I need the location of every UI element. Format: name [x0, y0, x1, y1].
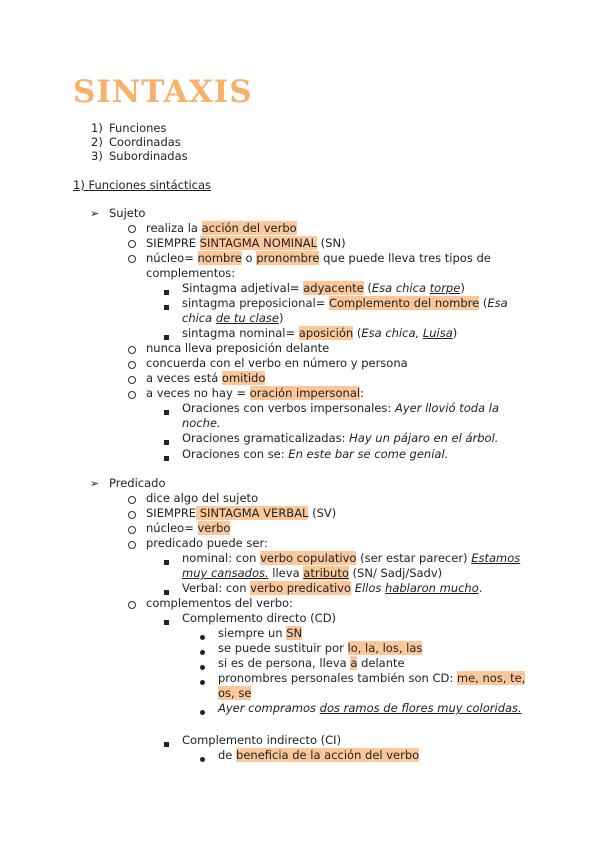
cd-line: se puede sustituir por lo, la, los, las: [218, 641, 423, 655]
square-bullet-icon: [164, 450, 169, 465]
dot-bullet-icon: [200, 674, 205, 689]
dot-bullet-icon: [200, 644, 205, 659]
cd-heading: Complemento directo (CD): [182, 611, 337, 625]
sujeto-line: a veces no hay = oración impersonal:: [146, 386, 364, 400]
predicado-subline: Verbal: con verbo predicativo Ellos hablaron mucho.: [182, 581, 483, 595]
square-bullet-icon: [164, 434, 169, 449]
arrow-bullet-icon: ➢: [90, 477, 100, 490]
index-item-3: Subordinadas: [109, 149, 188, 163]
index-num-3: 3): [91, 149, 103, 163]
index-num-1: 1): [91, 121, 103, 135]
sujeto-line: realiza la acción del verbo: [146, 221, 297, 235]
sujeto-line-cont: complementos:: [146, 266, 236, 280]
predicado-line: complementos del verbo:: [146, 596, 293, 610]
sujeto-line: núcleo= nombre o pronombre que puede lleva tres tipos de: [146, 251, 491, 265]
cd-line: pronombres personales también son CD: me, nos, te,: [218, 671, 526, 685]
predicado-subline: nominal: con verbo copulativo (ser estar parecer) Estamos: [182, 551, 521, 565]
square-bullet-icon: [164, 299, 169, 314]
cd-line: siempre un SN: [218, 626, 303, 640]
square-bullet-icon: [164, 736, 169, 751]
dot-bullet-icon: [200, 704, 205, 719]
ci-heading: Complemento indirecto (CI): [182, 733, 342, 747]
sujeto-subline-cont: noche.: [182, 416, 221, 430]
arrow-bullet-icon: ➢: [90, 207, 100, 220]
predicado-heading: Predicado: [109, 476, 166, 490]
predicado-line: núcleo= verbo: [146, 521, 231, 535]
square-bullet-icon: [164, 554, 169, 569]
cd-line: si es de persona, lleva a delante: [218, 656, 405, 670]
section-heading: 1) Funciones sintácticas: [73, 178, 212, 192]
square-bullet-icon: [164, 404, 169, 419]
sujeto-line: concuerda con el verbo en número y persona: [146, 356, 408, 370]
page-title: SINTAXIS: [73, 74, 253, 110]
predicado-line: SIEMPRE SINTAGMA VERBAL (SV): [146, 506, 337, 520]
ci-line: de beneficia de la acción del verbo: [218, 748, 420, 762]
dot-bullet-icon: [200, 659, 205, 674]
dot-bullet-icon: [200, 629, 205, 644]
circle-bullet-icon: [128, 237, 136, 252]
circle-bullet-icon: [128, 523, 136, 538]
cd-line: Ayer compramos dos ramos de flores muy coloridas.: [218, 701, 522, 715]
sujeto-subline: sintagma preposicional= Complemento del nombre (Esa: [182, 296, 508, 310]
index-item-1: Funciones: [109, 121, 167, 135]
circle-bullet-icon: [128, 538, 136, 553]
predicado-subline-cont: muy cansados. lleva atributo (SN/ Sadj/Sadv): [182, 566, 443, 580]
circle-bullet-icon: [128, 598, 136, 613]
circle-bullet-icon: [128, 252, 136, 267]
circle-bullet-icon: [128, 358, 136, 373]
dot-bullet-icon: [200, 751, 205, 766]
sujeto-subline: sintagma nominal= aposición (Esa chica, Luisa): [182, 326, 458, 340]
predicado-line: dice algo del sujeto: [146, 491, 259, 505]
sujeto-line: nunca lleva preposición delante: [146, 341, 330, 355]
circle-bullet-icon: [128, 373, 136, 388]
circle-bullet-icon: [128, 508, 136, 523]
sujeto-subline: Oraciones con se: En este bar se come genial.: [182, 447, 449, 461]
sujeto-heading: Sujeto: [109, 206, 146, 220]
sujeto-line: SIEMPRE SINTAGMA NOMINAL (SN): [146, 236, 346, 250]
index-item-2: Coordinadas: [109, 135, 181, 149]
sujeto-subline-cont: chica de tu clase): [182, 311, 284, 325]
square-bullet-icon: [164, 614, 169, 629]
sujeto-subline: Sintagma adjetival= adyacente (Esa chica torpe): [182, 281, 465, 295]
sujeto-subline: Oraciones gramaticalizadas: Hay un pájaro en el árbol.: [182, 431, 499, 445]
index-num-2: 2): [91, 135, 103, 149]
circle-bullet-icon: [128, 388, 136, 403]
sujeto-line: a veces está omitido: [146, 371, 266, 385]
circle-bullet-icon: [128, 222, 136, 237]
square-bullet-icon: [164, 284, 169, 299]
circle-bullet-icon: [128, 493, 136, 508]
predicado-line: predicado puede ser:: [146, 536, 268, 550]
cd-line-cont: os, se: [218, 686, 252, 700]
sujeto-subline: Oraciones con verbos impersonales: Ayer llovió toda la: [182, 401, 499, 415]
circle-bullet-icon: [128, 343, 136, 358]
